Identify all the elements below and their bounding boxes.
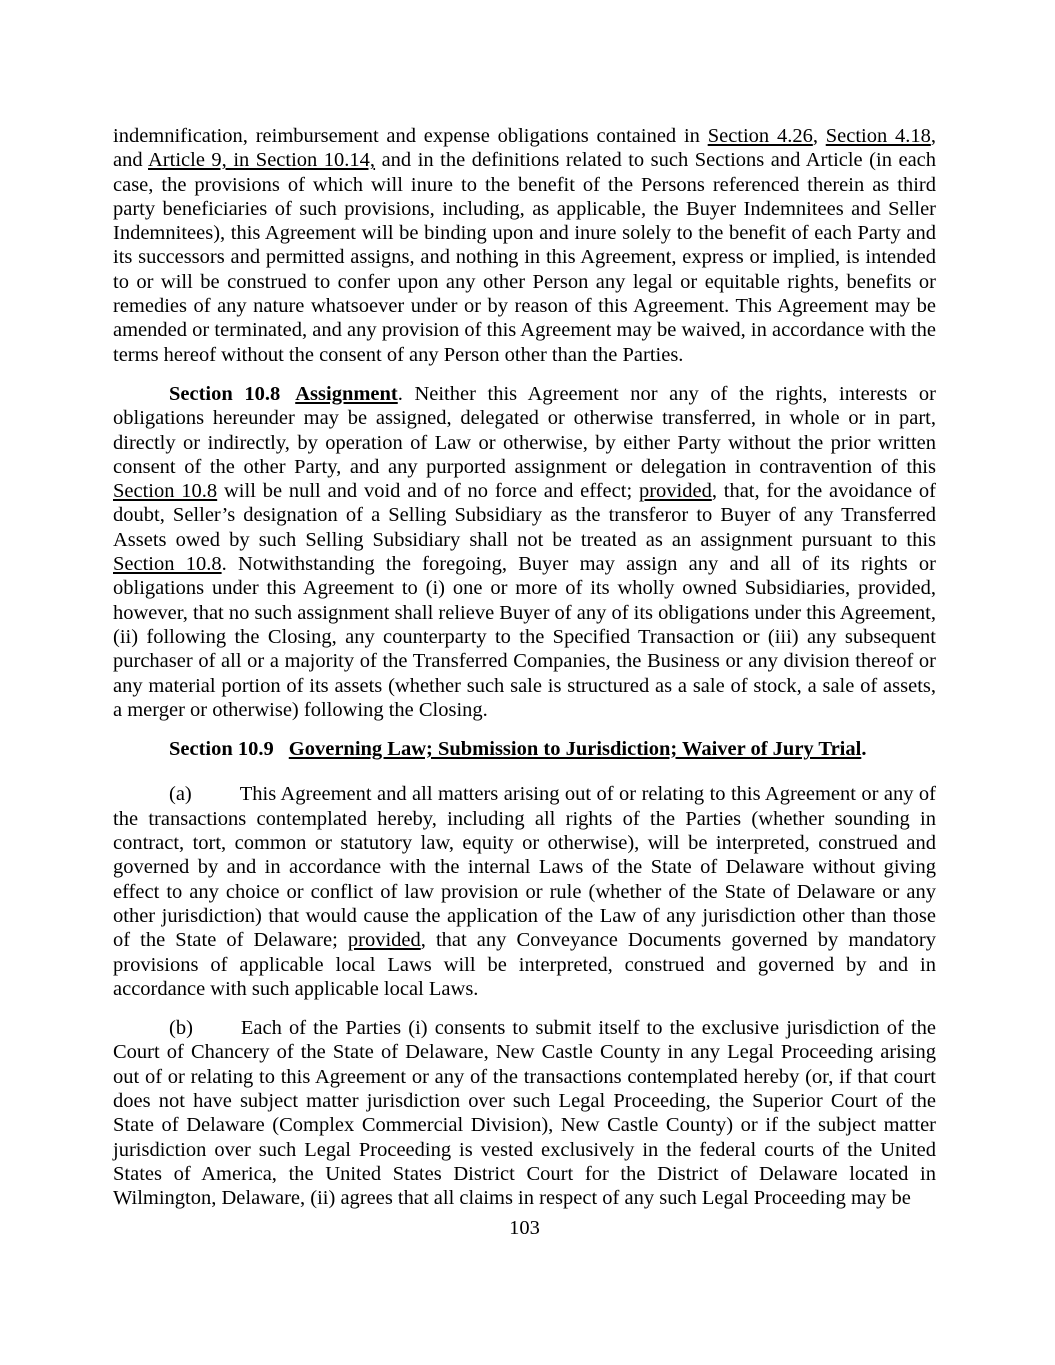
text-run: will be null and void and of no force and effect;: [217, 480, 639, 503]
intro-continuation-paragraph: [113, 124, 936, 367]
text-run: . Neither this Agreement nor any of the rights, interests or obligations hereunder may be assigned, delegated or otherwise transferred, in whole or in part, directly or indirectly, by operation of Law or otherwise, by either Party without the prior written consent of the other Party, and any purported assignment or delegation in contravention of this: [113, 382, 936, 478]
text-run: (a): [169, 783, 192, 806]
text-run: Section 4.18: [825, 125, 931, 147]
text-run: indemnification, reimbursement and expense obligations contained in: [113, 125, 708, 147]
subsection-b-paragraph: [113, 1016, 936, 1210]
text-run: (b): [169, 1017, 193, 1040]
text-run: Section 10.8: [169, 382, 281, 405]
text-run: Section 4.26: [707, 125, 813, 147]
section-10-9-heading: [113, 737, 936, 761]
text-run: Governing Law; Submission to Jurisdiction; Waiver of Jury Trial: [288, 738, 862, 761]
text-run: provided: [347, 929, 421, 952]
text-run: , that any Conveyance Documents governed by mandatory provisions of applicable local Laws will be interpreted, construed and governed by and in accordance with such applicable local Laws.: [113, 929, 936, 1000]
subsection-a-paragraph: [113, 782, 936, 1001]
text-run: Each of the Parties (i) consents to submit itself to the exclusive jurisdiction of the Court of Chancery of the State of Delaware, New Castle County in any Legal Proceeding arising out of or relating to this Agreement or any of the transactions contemplated hereby (or, if that court does not have subject matter jurisdiction over such Legal Proceeding, the Superior Court of the State of Delaware (Complex Commercial Division), New Castle County) or if the subject matter jurisdiction over such Legal Proceeding is vested exclusively in the federal courts of the United States of America, the United States District Court for the District of Delaware located in Wilmington, Delaware, (ii) agrees that all claims in respect of any such Legal Proceeding may be: [113, 1017, 936, 1210]
text-run: ,: [812, 125, 826, 147]
text-run: provided: [638, 480, 712, 503]
page-number: 103: [509, 1217, 540, 1239]
section-10-8-paragraph: [113, 382, 936, 722]
text-run: Assignment: [295, 382, 398, 405]
text-run: . Notwithstanding the foregoing, Buyer may assign any and all of its rights or obligations under this Agreement to (i) one or more of its wholly owned Subsidiaries, provided, however, that no such assignment shall relieve Buyer of any of its obligations under this Agreement, (ii) following the Closing, any counterparty to the Specified Transaction or (iii) any subsequent purchaser of all or a majority of the Transferred Companies, the Business or any division thereof or any material portion of its assets (whether such sale is structured as a sale of stock, a sale of assets, a merger or otherwise) following the Closing.: [113, 553, 936, 721]
document-body: [113, 124, 936, 1210]
text-run: .: [861, 738, 867, 761]
text-run: This Agreement and all matters arising out of or relating to this Agreement or any of the transactions contemplated hereby, including all rights of the Parties (whether sounding in contract, tort, common or statutory law, equity or otherwise), will be interpreted, construed and governed by and in accordance with the internal Laws of the State of Delaware without giving effect to any choice or conflict of law provision or rule (whether of the State of Delaware or any other jurisdiction) that would cause the application of the Law of any jurisdiction other than those of the State of Delaware;: [113, 783, 936, 952]
text-run: Section 10.8: [113, 480, 218, 503]
text-run: Section 10.9: [169, 738, 274, 761]
text-run: and in the definitions related to such Sections and Article (in each case, the provisions of which will inure to the benefit of the Persons referenced therein as third party beneficiaries of such provisions, including, as applicable, the Buyer Indemnitees and Seller Indemnitees), this Agreement will be binding upon and inure solely to the benefit of each Party and its successors and permitted assigns, and nothing in this Agreement, express or implied, is intended to or will be construed to confer upon any other Person any legal or equitable rights, benefits or remedies of any nature whatsoever under or by reason of this Agreement. This Agreement may be amended or terminated, and any provision of this Agreement may be waived, in accordance with the terms hereof without the consent of any Person other than the Parties.: [113, 149, 937, 366]
text-run: Article 9, in Section 10.14,: [148, 149, 376, 172]
text-run: Section 10.8: [113, 553, 222, 576]
text-run: , that, for the avoidance of doubt, Seller’s designation of a Selling Subsidiary as the transferor to Buyer of any Transferred Assets owed by such Selling Subsidiary shall not be treated as an assignment pursuant to this: [113, 480, 936, 551]
text-run: , and: [113, 125, 936, 172]
